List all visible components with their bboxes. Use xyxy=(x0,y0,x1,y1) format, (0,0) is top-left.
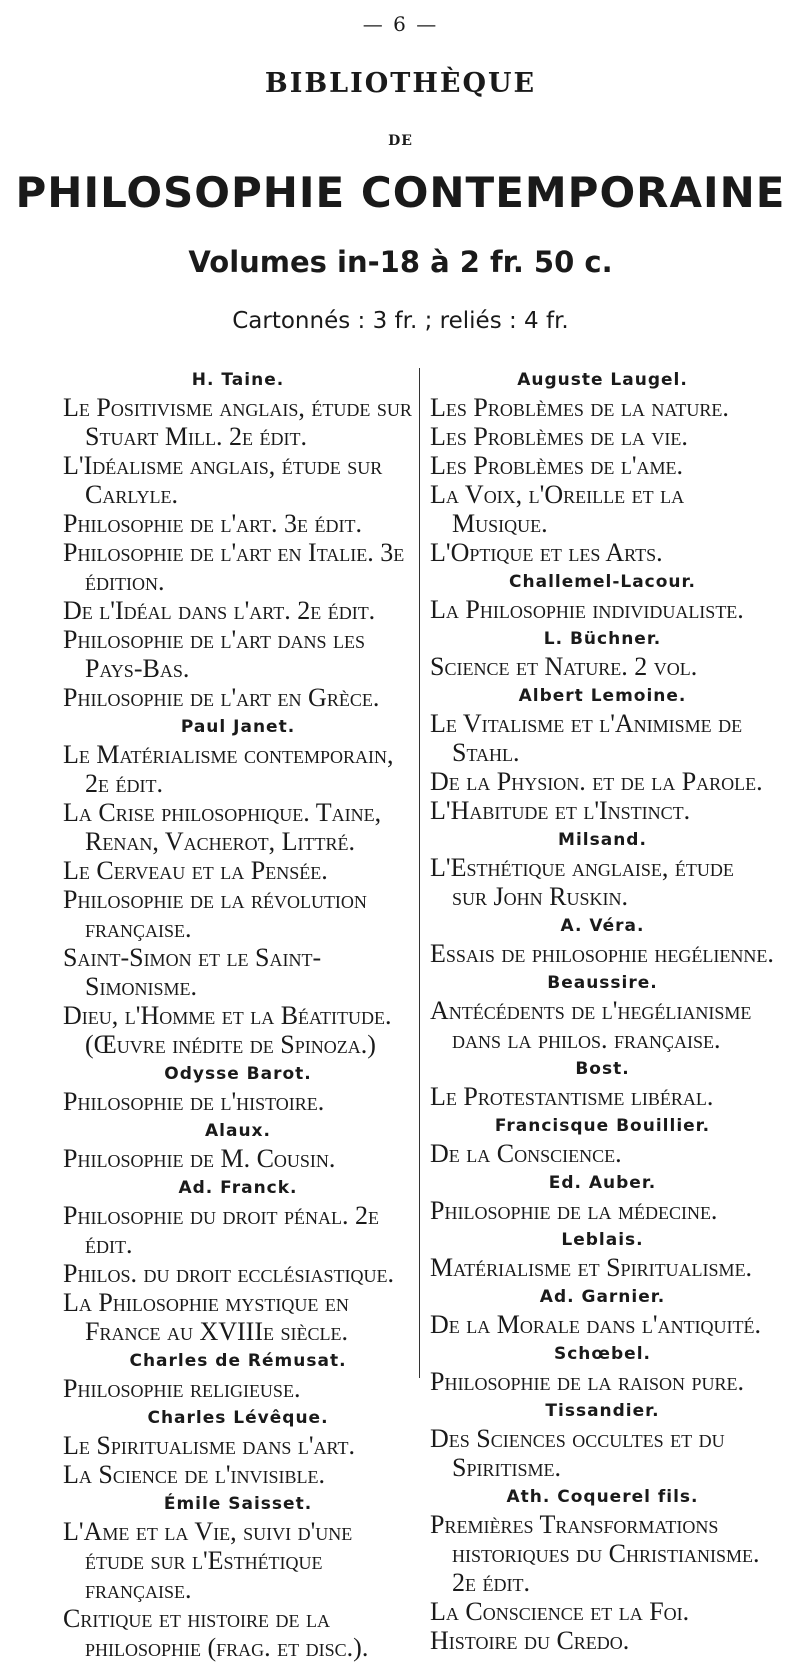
work-title: Les Problèmes de la vie. xyxy=(430,422,688,451)
author-name: Ad. Garnier. xyxy=(539,1287,666,1307)
work-title: Philosophie de l'histoire. xyxy=(63,1087,325,1116)
work-title: La Conscience et la Foi. xyxy=(430,1597,690,1626)
author-name: Challemel-Lacour. xyxy=(509,572,696,592)
library-heading: BIBLIOTHÈQUE xyxy=(264,68,537,99)
work-title: Philosophie de l'art en Grèce. xyxy=(63,683,380,712)
work-title: De la Physion. et de la Parole. xyxy=(430,767,763,796)
column-divider xyxy=(419,368,420,1378)
author-name: Schœbel. xyxy=(553,1344,651,1364)
author-name: Odysse Barot. xyxy=(164,1064,312,1084)
author-name: A. Véra. xyxy=(560,916,645,936)
work-title: Philosophie de la médecine. xyxy=(430,1196,718,1225)
binding-prices: Cartonnés : 3 fr. ; reliés : 4 fr. xyxy=(232,308,569,334)
author-name: Alaux. xyxy=(205,1121,271,1141)
work-title: L'Esthétique anglaise, étude sur John Ruskin. xyxy=(430,853,734,911)
work-title: Saint-Simon et le Saint-Simonisme. xyxy=(63,943,322,1001)
author-name: Paul Janet. xyxy=(180,717,296,737)
author-name: Beaussire. xyxy=(547,973,658,993)
work-title: Des Sciences occultes et du Spiritisme. xyxy=(430,1424,725,1482)
author-name: Francisque Bouillier. xyxy=(494,1116,711,1136)
work-title: L'Ame et la Vie, suivi d'une étude sur l'Esthétique française. xyxy=(63,1517,353,1604)
author-name: Émile Saisset. xyxy=(163,1494,313,1514)
author-name: Auguste Laugel. xyxy=(517,370,688,390)
page-title: PHILOSOPHIE CONTEMPORAINE xyxy=(15,168,786,217)
work-title: Philosophie religieuse. xyxy=(63,1374,301,1403)
work-title: Histoire du Credo. xyxy=(430,1626,630,1655)
work-title: Le Spiritualisme dans l'art. xyxy=(63,1431,355,1460)
work-title: Philosophie du droit pénal. 2e édit. xyxy=(63,1201,379,1259)
work-title: Philos. du droit ecclésiastique. xyxy=(63,1259,394,1288)
right-column xyxy=(430,365,775,1655)
work-title: Le Protestantisme libéral. xyxy=(430,1082,714,1111)
work-title: L'Habitude et l'Instinct. xyxy=(430,796,691,825)
author-name: Charles Lévêque. xyxy=(147,1408,329,1428)
author-name: Ed. Auber. xyxy=(548,1173,657,1193)
work-title: Les Problèmes de la nature. xyxy=(430,393,729,422)
work-title: De l'Idéal dans l'art. 2e édit. xyxy=(63,596,376,625)
work-title: Dieu, l'Homme et la Béatitude. (Œuvre inédite de Spinoza.) xyxy=(63,1001,392,1059)
work-title: Philosophie de M. Cousin. xyxy=(63,1144,336,1173)
work-title: L'Optique et les Arts. xyxy=(430,538,663,567)
work-title: La Philosophie mystique en France au XVIIIe siècle. xyxy=(63,1288,349,1346)
work-title: Philosophie de la révolution française. xyxy=(63,885,367,943)
work-title: La Voix, l'Oreille et la Musique. xyxy=(430,480,685,538)
author-name: Tissandier. xyxy=(545,1401,660,1421)
work-title: La Philosophie individualiste. xyxy=(430,595,744,624)
work-title: Science et Nature. 2 vol. xyxy=(430,652,698,681)
work-title: Philosophie de la raison pure. xyxy=(430,1367,744,1396)
work-title: Critique et histoire de la philosophie (frag. et disc.). xyxy=(63,1604,369,1662)
author-name: Ad. Franck. xyxy=(178,1178,298,1198)
work-title: Philosophie de l'art. 3e édit. xyxy=(63,509,363,538)
author-name: Milsand. xyxy=(558,830,647,850)
work-title: Essais de philosophie hegélienne. xyxy=(430,939,774,968)
work-title: Le Positivisme anglais, étude sur Stuart Mill. 2e édit. xyxy=(63,393,412,451)
author-name: Charles de Rémusat. xyxy=(129,1351,347,1371)
work-title: Philosophie de l'art dans les Pays-Bas. xyxy=(63,625,366,683)
work-title: La Science de l'invisible. xyxy=(63,1460,325,1489)
de-heading: DE xyxy=(388,133,413,149)
work-title: Antécédents de l'hegélianisme dans la philos. française. xyxy=(430,996,752,1054)
work-title: Matérialisme et Spiritualisme. xyxy=(430,1253,753,1282)
work-title: Le Cerveau et la Pensée. xyxy=(63,856,328,885)
work-title: Premières Transformations historiques du Christianisme. 2e édit. xyxy=(430,1510,760,1597)
work-title: De la Conscience. xyxy=(430,1139,622,1168)
work-title: De la Morale dans l'antiquité. xyxy=(430,1310,762,1339)
author-name: H. Taine. xyxy=(191,370,285,390)
author-name: L. Büchner. xyxy=(543,629,662,649)
work-title: Le Vitalisme et l'Animisme de Stahl. xyxy=(430,709,743,767)
page-number: — 6 — xyxy=(362,12,439,36)
work-title: Le Matérialisme contemporain, 2e édit. xyxy=(63,740,394,798)
work-title: Philosophie de l'art en Italie. 3e édition. xyxy=(63,538,405,596)
left-column xyxy=(63,365,413,1662)
work-title: La Crise philosophique. Taine, Renan, Vacherot, Littré. xyxy=(63,798,382,856)
author-name: Leblais. xyxy=(561,1230,644,1250)
author-name: Albert Lemoine. xyxy=(518,686,687,706)
volume-format: Volumes in-18 à 2 fr. 50 c. xyxy=(188,245,613,279)
author-name: Ath. Coquerel fils. xyxy=(506,1487,699,1507)
author-name: Bost. xyxy=(575,1059,630,1079)
work-title: Les Problèmes de l'ame. xyxy=(430,451,684,480)
work-title: L'Idéalisme anglais, étude sur Carlyle. xyxy=(63,451,383,509)
